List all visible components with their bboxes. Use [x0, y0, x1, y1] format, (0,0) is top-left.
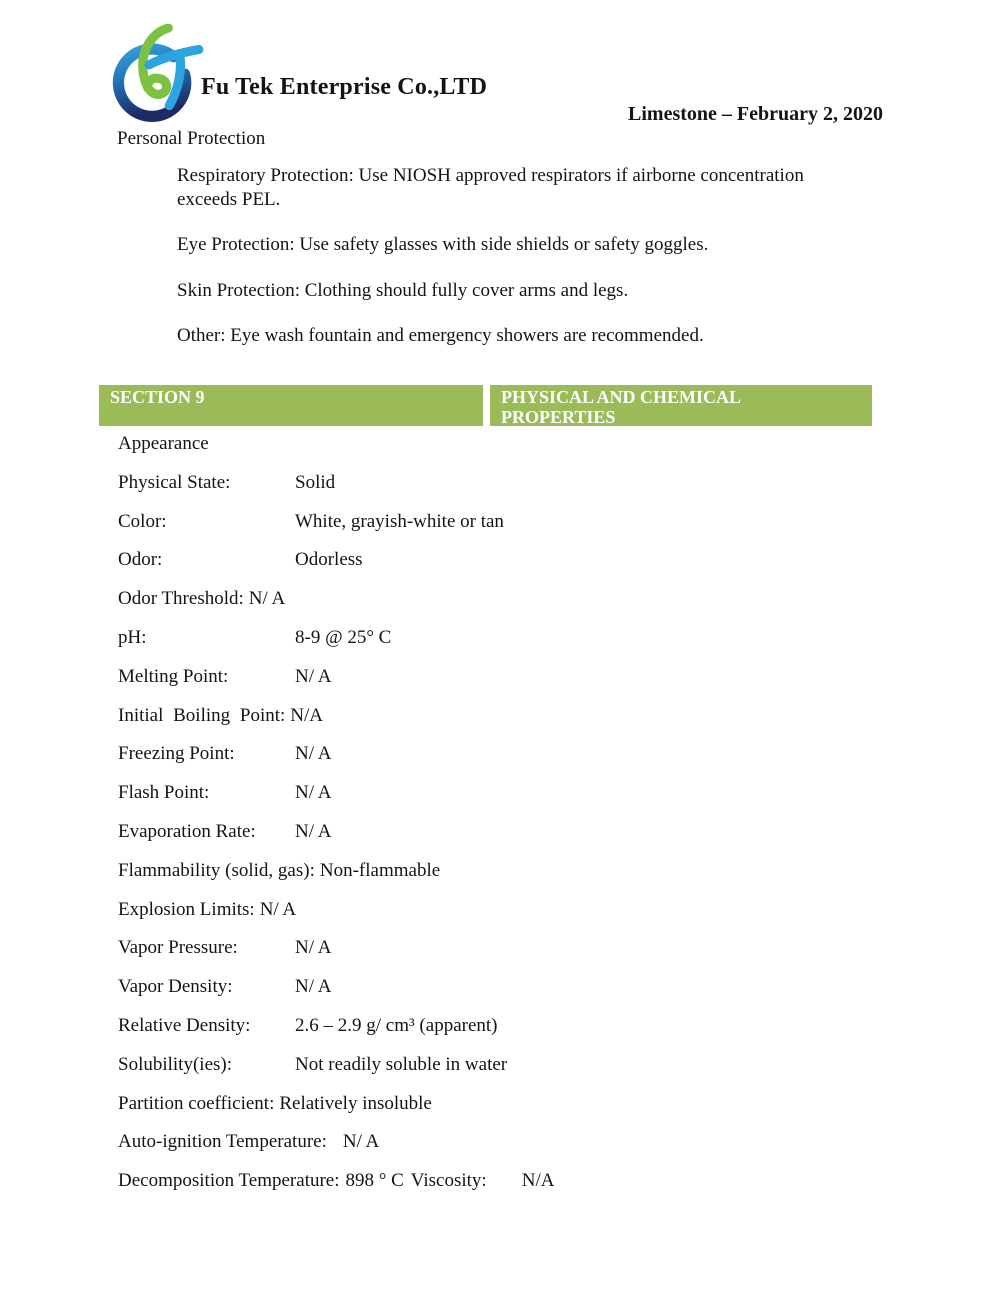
skin-protection-text: Skin Protection: Clothing should fully cover arms and legs.	[177, 279, 629, 301]
section9-number: SECTION 9	[110, 387, 205, 407]
fu-tek-logo-icon	[104, 24, 206, 126]
physical-chemical-properties-list	[118, 434, 554, 1210]
property-row-vapor-pressure: Vapor Pressure: N/ A	[118, 937, 332, 959]
property-row-ph: pH: 8-9 @ 25° C	[118, 626, 392, 648]
property-row-physical-state: Physical State: Solid	[118, 471, 336, 493]
property-row-odor-threshold: Odor Threshold: N/ A	[118, 588, 286, 610]
protection-section	[177, 164, 867, 370]
property-row-vapor-density: Vapor Density: N/ A	[118, 976, 332, 998]
other-protection-text: Other: Eye wash fountain and emergency showers are recommended.	[177, 325, 704, 346]
eye-protection-text: Eye Protection: Use safety glasses with side shields or safety goggles.	[177, 234, 709, 255]
property-row-partition-coefficient: Partition coefficient: Relatively insoluble	[118, 1092, 432, 1114]
property-row-initial-boiling-point: Initial Boiling Point: N/A	[118, 704, 324, 726]
property-row-flash-point: Flash Point: N/ A	[118, 782, 332, 804]
property-row-decomposition-viscosity: Decomposition Temperature: 898 ° C Viscosity: N/A	[118, 1170, 555, 1192]
section9-title-cell	[490, 385, 872, 426]
respiratory-protection-text: Respiratory Protection: Use NIOSH approved respirators if airborne concentration exceeds PEL.	[177, 165, 804, 210]
property-row-explosion-limits: Explosion Limits: N/ A	[118, 898, 297, 920]
property-row-evaporation-rate: Evaporation Rate: N/ A	[118, 820, 332, 842]
document-title-date: Limestone – February 2, 2020	[628, 103, 883, 125]
section9-title: PHYSICAL AND CHEMICAL PROPERTIES	[501, 387, 741, 427]
company-name: Fu Tek Enterprise Co.,LTD	[201, 74, 488, 100]
property-row-solubility: Solubility(ies): Not readily soluble in water	[118, 1053, 508, 1075]
property-row-odor: Odor: Odorless	[118, 549, 363, 571]
section9-header-bar	[99, 385, 872, 426]
property-row-melting-point: Melting Point: N/ A	[118, 665, 332, 687]
property-row-flammability: Flammability (solid, gas): Non-flammable	[118, 859, 441, 881]
property-row-color: Color: White, grayish-white or tan	[118, 510, 504, 532]
section9-number-cell	[99, 385, 483, 426]
property-row-appearance: Appearance	[118, 433, 209, 454]
property-row-freezing-point: Freezing Point: N/ A	[118, 743, 332, 765]
personal-protection-heading: Personal Protection	[117, 128, 266, 149]
property-row-auto-ignition-temperature: Auto-ignition Temperature: N/ A	[118, 1131, 380, 1153]
property-row-relative-density: Relative Density: 2.6 – 2.9 g/ cm³ (apparent)	[118, 1014, 498, 1036]
